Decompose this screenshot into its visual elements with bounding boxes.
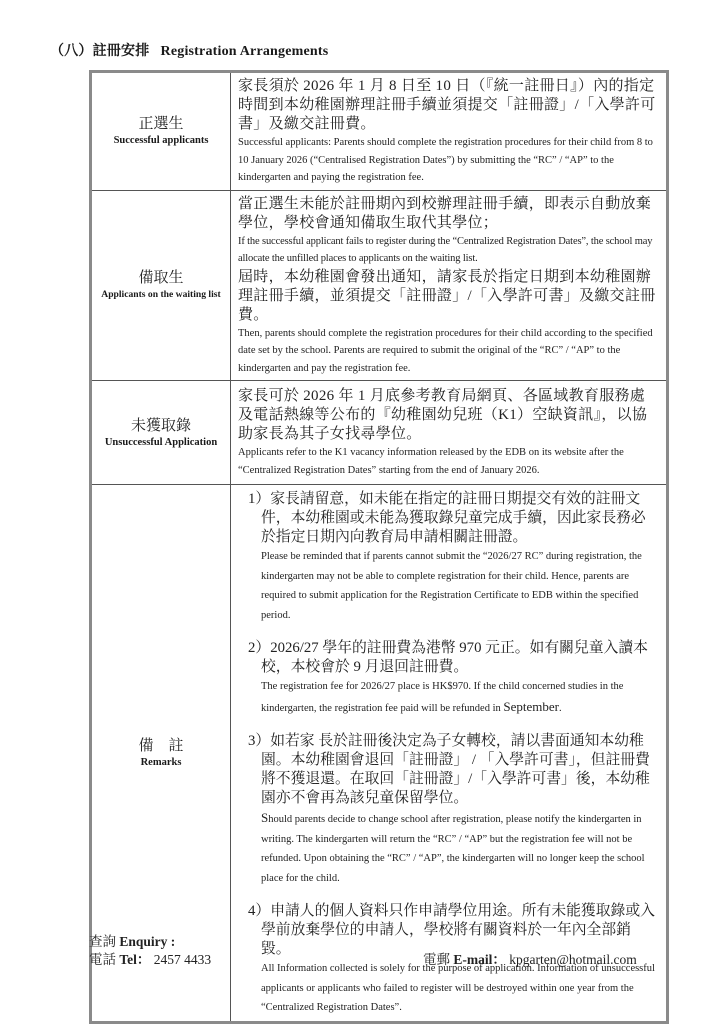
enquiry-en: Enquiry : xyxy=(119,934,176,949)
content-zh: 當正選生未能於註冊期內到校辦理註冊手續，即表示自動放棄學位，學校會通知備取生取代其學位； xyxy=(238,195,652,231)
tel-value[interactable]: 2457 4433 xyxy=(153,952,212,967)
row-label-zh: 備取生 xyxy=(138,270,184,287)
remark-en-text: The registration fee for 2026/27 place is HK$970. If the child concerned studies in the kindergarten, the registration fee paid will be refunded in xyxy=(261,681,624,714)
telephone xyxy=(89,948,211,968)
row-label-zh: 正選生 xyxy=(138,116,184,133)
remark-en-text: hould parents decide to change school after registration, please notify the kindergarten in writing. The kindergarten will return the “RC” / “AP” but the registration fee will not be refunded. Upon obtaining the “RC” / “AP”, the kindergarten will no longer keep the school place for the child. xyxy=(261,814,645,884)
row-content xyxy=(231,190,668,381)
row-label-zh: 未獲取錄 xyxy=(130,417,191,434)
remark-item-3 xyxy=(248,732,660,888)
remark-zh: 1）家長請留意，如未能在指定的註冊日期提交有效的註冊文件，本幼稚園或未能為獲取錄兒童完成手續，因此家長務必於指定日期內向教育局申請相關註冊證。 xyxy=(248,491,646,545)
remark-en-lead: S xyxy=(261,810,269,825)
remark-zh: 3）如若家 長於註冊後決定為子女轉校，請以書面通知本幼稚園。本幼稚園會退回「註冊證」 / 「入學許可書」，但註冊費將不獲退還。在取回「註冊證」/「入學許可書」後，本幼稚園亦不會再為該兒童保留學位。 xyxy=(248,733,650,806)
row-label-zh: 備 註 xyxy=(138,737,184,754)
content-zh: 家長可於 2026 年 1 月底參考教育局網頁、各區域教育服務處及電話熱線等公布的『幼稚園幼兒班（K1）空缺資訊』，以協助家長為其子女找尋學位。 xyxy=(238,388,648,442)
remark-item-2 xyxy=(248,639,660,718)
section-heading-en: Registration Arrangements xyxy=(160,44,329,59)
content-en: Applicants refer to the K1 vacancy information released by the EDB on its website after the “Centralized Registration Dates” starting from the end of January 2026. xyxy=(238,447,624,476)
enquiry-label xyxy=(89,930,175,950)
row-label-en: Successful applicants xyxy=(113,135,209,147)
tel-en: Tel： xyxy=(119,952,151,967)
row-label-en: Applicants on the waiting list xyxy=(101,289,221,301)
table-row-successful xyxy=(91,72,668,191)
remark-zh: 4）申請人的個人資料只作申請學位用途。所有未能獲取錄或入學前放棄學位的申請人，學校將有關資料於一年內全部銷毀。 xyxy=(248,903,655,957)
content-en: Then, parents should complete the registration procedures for their child according to the specified date set by the school. Parents are required to submit the original of the “RC” / “AP” to the kindergarten and pay the registration fee. xyxy=(238,327,653,374)
content-en: Successful applicants: Parents should complete the registration procedures for their child from 8 to 10 January 2026 (“Centralised Registration Dates”) by submitting the “RC” / “AP” to the kindergarten and paying the registration fee. xyxy=(238,137,653,183)
row-content xyxy=(231,72,668,191)
section-heading-zh: （八）註冊安排 xyxy=(50,44,150,59)
content-en: If the successful applicant fails to register during the “Centralized Registration Dates”, the school may allocate the unfilled places to applicants on the waiting list. xyxy=(238,235,653,264)
email-en: E-mail： xyxy=(453,952,506,967)
remark-en xyxy=(248,677,660,718)
table-row-waiting-list xyxy=(91,190,668,381)
remark-item-1 xyxy=(248,490,660,625)
remark-en xyxy=(248,808,660,888)
row-label xyxy=(91,72,231,191)
section-heading xyxy=(50,40,328,60)
row-label-en: Unsuccessful Application xyxy=(104,436,218,448)
remark-en-period: . xyxy=(558,702,562,714)
tel-zh: 電話 xyxy=(89,952,116,967)
remark-zh: 2）2026/27 學年的註冊費為港幣 970 元正。如有關兒童入讀本校，本校會於 9 月退回註冊費。 xyxy=(248,640,648,675)
row-label xyxy=(91,190,231,381)
row-label-en: Remarks xyxy=(140,756,182,768)
table-row-remarks xyxy=(91,485,668,1023)
email xyxy=(423,948,637,968)
row-content xyxy=(231,381,668,485)
remark-en: All Information collected is solely for the purpose of application. Information of unsuccessful applicants or applicants who failed to register will be destroyed within one year from the “Centralized Registration Dates”. xyxy=(261,963,655,1013)
email-value[interactable]: kpgarten@hotmail.com xyxy=(509,952,637,967)
remark-en: Please be reminded that if parents cannot submit the “2026/27 RC” during registration, the kindergarten may not be able to complete registration for their child. Hence, parents are required to submit application for the Registration Certificate to EDB within the specified period. xyxy=(261,551,642,621)
content-zh: 屆時，本幼稚園會發出通知，請家長於指定日期到本幼稚園辦理註冊手續，並須提交「註冊證」/「入學許可書」及繳交註冊費。 xyxy=(238,268,656,323)
table-row-unsuccessful xyxy=(91,381,668,485)
remark-en-month: September xyxy=(503,698,559,714)
registration-table xyxy=(89,70,669,1024)
content-zh: 家長須於 2026 年 1 月 8 日至 10 日（『統一註冊日』）內的指定時間到本幼稚園辦理註冊手續並須提交「註冊證」/「入學許可書」及繳交註冊費。 xyxy=(238,78,656,132)
enquiry-zh: 查詢 xyxy=(89,934,116,949)
email-zh: 電郵 xyxy=(423,952,450,967)
row-content xyxy=(231,485,668,1023)
row-label xyxy=(91,381,231,485)
